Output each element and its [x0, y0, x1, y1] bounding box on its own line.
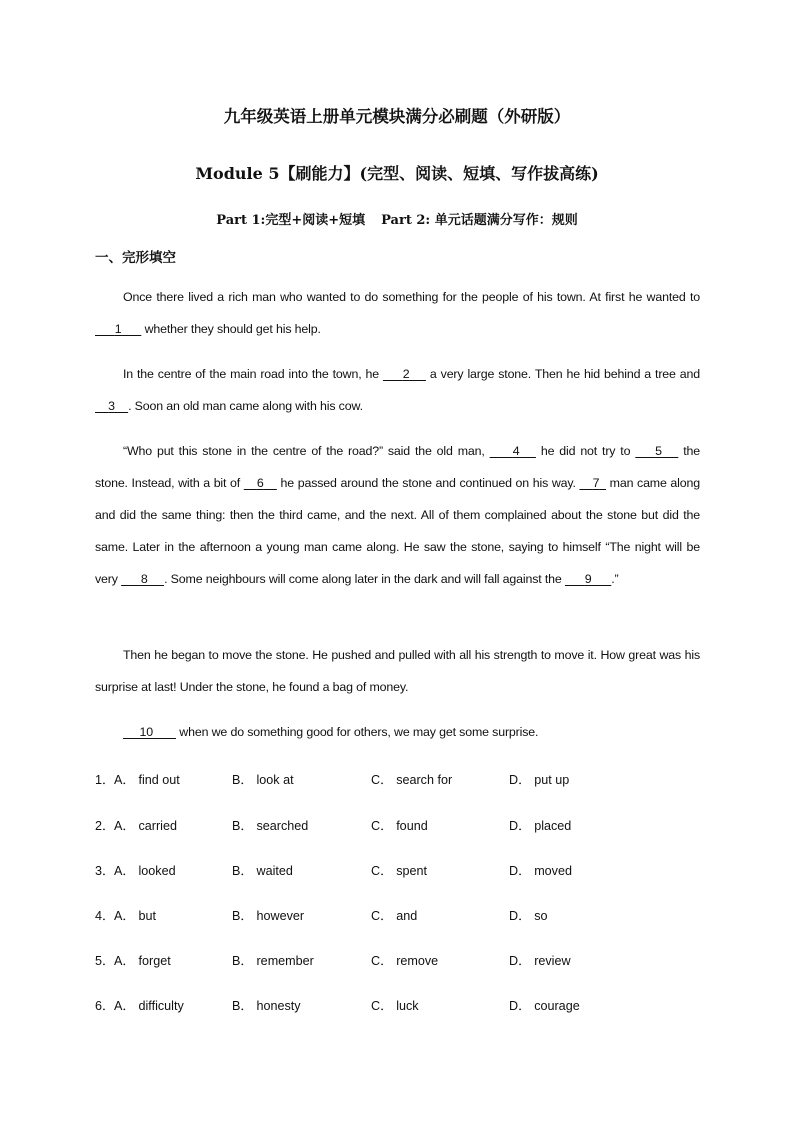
- question-number: 6．: [95, 999, 115, 1013]
- passage-paragraph-1: [95, 281, 700, 345]
- passage-text: . Soon an old man came along with his cow.: [128, 399, 363, 413]
- section-title: 一、完形填空: [95, 250, 176, 266]
- passage-text: when we do something good for others, we may get some surprise.: [176, 725, 539, 739]
- option-a[interactable]: A． looked: [114, 864, 176, 878]
- blank-3: 3: [108, 399, 115, 413]
- option-d[interactable]: D． courage: [509, 999, 580, 1013]
- option-d[interactable]: D． review: [509, 954, 571, 968]
- option-c[interactable]: C． remove: [371, 954, 439, 968]
- passage-text: the stone. Instead, with a bit of: [95, 444, 701, 490]
- blank-10: 10: [139, 725, 153, 739]
- option-c[interactable]: C． luck: [371, 999, 419, 1013]
- passage-text: man came along and did the same thing: then the third came, and the next. All of them complained about the stone but did the same. Later in the afternoon a young man came along. He saw the stone, saying to himself “The night will be very: [95, 476, 700, 586]
- option-a[interactable]: A． carried: [114, 819, 177, 833]
- blank-6: 6: [256, 476, 264, 490]
- question-number: 3．: [95, 864, 115, 878]
- passage-text: In the centre of the main road into the town, he: [123, 367, 383, 381]
- passage-paragraph-4: [95, 639, 700, 703]
- option-c[interactable]: C． found: [371, 819, 428, 833]
- option-b[interactable]: B． remember: [232, 954, 314, 968]
- passage-text: . Some neighbours will come along later in the dark and will fall against the: [164, 572, 565, 586]
- option-d[interactable]: D． placed: [509, 819, 572, 833]
- blank-4: 4: [512, 444, 520, 458]
- passage-text: Once there lived a rich man who wanted to do something for the people of his town. At first he wanted to: [123, 290, 700, 304]
- question-number: 1．: [95, 773, 115, 787]
- option-b[interactable]: B． look at: [232, 773, 294, 787]
- option-a[interactable]: A． difficulty: [114, 999, 184, 1013]
- blank-2: 2: [402, 367, 410, 381]
- page-title: 九年级英语上册单元模块满分必刷题（外研版）: [223, 107, 571, 126]
- question-number: 2．: [95, 819, 115, 833]
- option-b[interactable]: B． honesty: [232, 999, 301, 1013]
- part2-label: Part 2: 单元话题满分写作：规则: [381, 213, 578, 228]
- option-a[interactable]: A． but: [114, 909, 156, 923]
- passage-text: he did not try to: [535, 444, 636, 458]
- blank-7: 7: [592, 476, 600, 490]
- passage-text: he passed around the stone and continued on his way.: [276, 476, 580, 490]
- part1-label: Part 1:完型+阅读+短填: [216, 213, 366, 228]
- option-d[interactable]: D． put up: [509, 773, 570, 787]
- option-c[interactable]: C． search for: [371, 773, 453, 787]
- option-b[interactable]: B． however: [232, 909, 305, 923]
- option-c[interactable]: C． and: [371, 909, 418, 923]
- option-b[interactable]: B． searched: [232, 819, 309, 833]
- passage-paragraph-3: [95, 435, 700, 595]
- passage-text: a very large stone. Then he hid behind a tree and: [425, 367, 700, 381]
- passage-paragraph-2: [95, 358, 700, 422]
- page-subtitle: Module 5【刷能力】(完型、阅读、短填、写作拔高练): [195, 164, 599, 183]
- question-number: 4．: [95, 909, 115, 923]
- blank-5: 5: [655, 444, 662, 458]
- option-d[interactable]: D． so: [509, 909, 548, 923]
- option-a[interactable]: A． forget: [114, 954, 171, 968]
- passage-text: .”: [611, 572, 619, 586]
- question-number: 5．: [95, 954, 115, 968]
- option-a[interactable]: A． find out: [114, 773, 180, 787]
- blank-1: 1: [114, 322, 122, 336]
- option-c[interactable]: C． spent: [371, 864, 427, 878]
- passage-text: whether they should get his help.: [141, 322, 321, 336]
- passage-text: Then he began to move the stone. He pushed and pulled with all his strength to move it. How great was his surprise at last! Under the stone, he found a bag of money.: [95, 648, 700, 694]
- passage-paragraph-5: [95, 716, 700, 748]
- parts-line: [0, 209, 794, 228]
- blank-9: 9: [584, 572, 592, 586]
- option-b[interactable]: B． waited: [232, 864, 293, 878]
- blank-8: 8: [140, 572, 148, 586]
- option-d[interactable]: D． moved: [509, 864, 572, 878]
- passage-text: “Who put this stone in the centre of the road?” said the old man,: [123, 444, 490, 458]
